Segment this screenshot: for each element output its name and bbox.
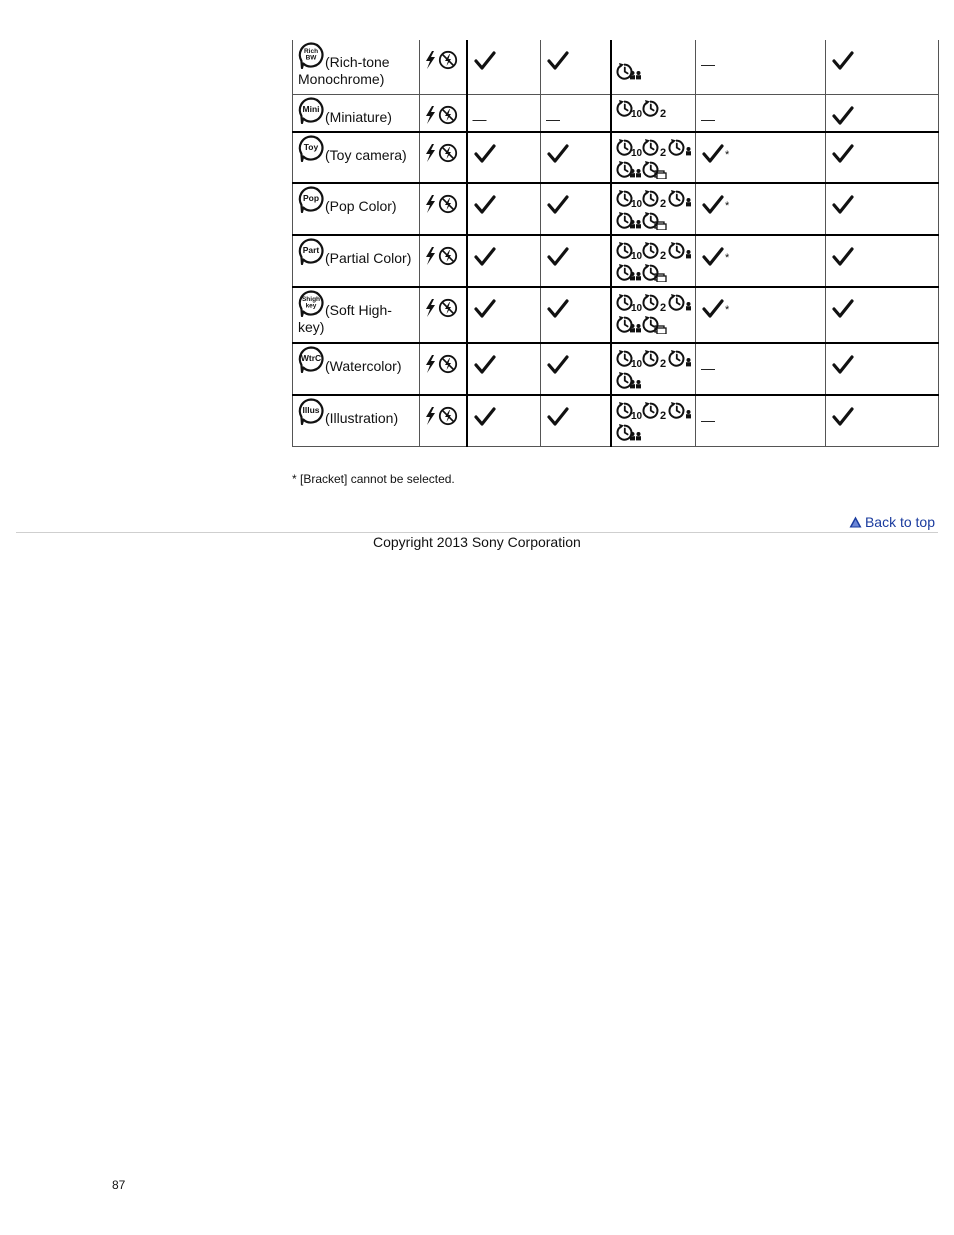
svg-text:Shigh: Shigh — [301, 296, 321, 303]
availability-cell — [826, 235, 939, 287]
svg-text:10: 10 — [630, 198, 642, 208]
availability-cell — [541, 132, 611, 183]
flash-cell — [420, 132, 467, 183]
availability-cell — [541, 343, 611, 395]
effect-name-cell — [293, 287, 420, 343]
effect-name-cell — [293, 395, 420, 446]
self-timer-portrait-1-icon — [668, 138, 694, 157]
footer-divider — [16, 532, 938, 533]
not-available-dash: — — [701, 110, 715, 127]
bracket-cell — [696, 132, 826, 183]
svg-text:Pop: Pop — [302, 193, 320, 203]
svg-text:2: 2 — [659, 249, 666, 260]
self-timer-10s-icon — [616, 189, 642, 208]
availability-cell — [467, 183, 541, 235]
effect-name-cell — [293, 132, 420, 183]
checkmark-icon — [832, 247, 854, 267]
effect-name-cell — [293, 94, 420, 132]
bracket-cell — [696, 343, 826, 395]
picture-effect-icon — [298, 398, 324, 425]
effect-name-cell — [293, 343, 420, 395]
picture-effect-icon — [298, 238, 324, 265]
checkmark-icon — [474, 195, 496, 215]
svg-text:Rich: Rich — [303, 48, 319, 55]
back-to-top-link[interactable] — [849, 514, 935, 530]
availability-cell — [826, 40, 939, 94]
checkmark-icon — [547, 247, 569, 267]
picture-effect-icon — [298, 290, 324, 317]
flash-options-icon — [424, 194, 458, 214]
flash-options-icon — [424, 406, 458, 426]
availability-cell — [541, 287, 611, 343]
checkmark-icon — [832, 299, 854, 319]
svg-text:10: 10 — [630, 147, 642, 157]
drive-mode-cell — [611, 343, 696, 395]
availability-cell — [467, 40, 541, 94]
not-available-dash: — — [701, 412, 715, 428]
effect-name: (Toy camera) — [325, 147, 407, 163]
svg-text:2: 2 — [659, 108, 666, 118]
self-timer-continuous-icon — [642, 211, 668, 230]
self-timer-continuous-icon — [642, 160, 668, 179]
table-row — [293, 235, 939, 287]
picture-effect-icon — [298, 346, 324, 373]
flash-cell — [420, 94, 467, 132]
checkmark-icon — [832, 51, 854, 71]
checkmark-icon — [547, 299, 569, 319]
checkmark-icon — [474, 247, 496, 267]
footnote-asterisk: * — [725, 200, 730, 212]
effect-name: (Miniature) — [325, 108, 392, 125]
svg-text:2: 2 — [659, 197, 666, 208]
flash-cell — [420, 343, 467, 395]
effect-name: (Rich-tone Monochrome) — [298, 54, 390, 87]
footnote-asterisk: * — [725, 149, 730, 161]
table-row — [293, 94, 939, 132]
flash-options-icon — [424, 354, 458, 374]
svg-text:2: 2 — [659, 146, 666, 157]
table-row — [293, 287, 939, 343]
self-timer-continuous-icon — [642, 315, 668, 334]
flash-options-icon — [424, 246, 458, 266]
picture-effect-icon — [298, 290, 324, 317]
availability-cell — [467, 94, 541, 132]
availability-cell — [467, 395, 541, 446]
svg-text:10: 10 — [630, 109, 642, 118]
drive-mode-cell — [611, 287, 696, 343]
checkmark-icon — [702, 299, 724, 319]
copyright: Copyright 2013 Sony Corporation — [373, 534, 581, 550]
availability-cell — [826, 183, 939, 235]
checkmark-icon — [547, 355, 569, 375]
svg-text:Toy: Toy — [303, 142, 319, 152]
footnote-asterisk: * — [725, 304, 730, 316]
drive-mode-cell — [611, 132, 696, 183]
picture-effect-icon — [298, 42, 324, 69]
checkmark-icon — [474, 299, 496, 319]
svg-text:10: 10 — [630, 358, 642, 368]
availability-cell — [541, 235, 611, 287]
self-timer-2s-icon — [642, 349, 668, 368]
svg-text:2: 2 — [659, 409, 666, 420]
flash-cell — [420, 395, 467, 446]
availability-cell — [826, 94, 939, 132]
table-row — [293, 183, 939, 235]
picture-effect-table — [292, 40, 939, 447]
availability-cell — [541, 183, 611, 235]
drive-mode-cell — [611, 395, 696, 446]
availability-cell — [541, 94, 611, 132]
self-timer-portrait-1-icon — [668, 349, 694, 368]
self-timer-2s-icon — [642, 241, 668, 260]
availability-cell — [826, 287, 939, 343]
checkmark-icon — [547, 407, 569, 427]
svg-text:2: 2 — [659, 357, 666, 368]
checkmark-icon — [832, 195, 854, 215]
checkmark-icon — [702, 247, 724, 267]
bracket-cell — [696, 287, 826, 343]
effect-name-cell — [293, 235, 420, 287]
drive-mode-cell — [611, 183, 696, 235]
availability-cell — [826, 132, 939, 183]
checkmark-icon — [474, 144, 496, 164]
checkmark-icon — [474, 355, 496, 375]
self-timer-portrait-1-icon — [668, 189, 694, 208]
self-timer-10s-icon — [616, 241, 642, 260]
checkmark-icon — [832, 144, 854, 164]
effect-name: (Watercolor) — [325, 358, 402, 374]
table-row — [293, 40, 939, 94]
effect-name-cell — [293, 183, 420, 235]
picture-effect-icon — [298, 97, 324, 124]
self-timer-portrait-2-icon — [616, 423, 642, 442]
table-row — [293, 395, 939, 446]
checkmark-icon — [832, 106, 854, 126]
bracket-cell — [696, 94, 826, 132]
availability-cell — [541, 40, 611, 94]
checkmark-icon — [474, 51, 496, 71]
svg-text:2: 2 — [659, 301, 666, 312]
svg-text:Illus: Illus — [302, 405, 320, 415]
picture-effect-icon — [298, 42, 324, 69]
flash-options-icon — [424, 298, 458, 318]
self-timer-2s-icon — [642, 293, 668, 312]
footnote-asterisk: * — [725, 252, 730, 264]
checkmark-icon — [547, 144, 569, 164]
picture-effect-icon — [298, 238, 324, 265]
availability-cell — [467, 287, 541, 343]
svg-text:BW: BW — [305, 54, 317, 62]
effect-name: (Soft High-key) — [298, 302, 392, 335]
svg-text:key: key — [305, 302, 317, 310]
self-timer-2s-icon — [642, 99, 668, 118]
self-timer-continuous-icon — [642, 263, 668, 282]
availability-cell — [467, 235, 541, 287]
flash-cell — [420, 287, 467, 343]
self-timer-portrait-2-icon — [616, 62, 642, 81]
svg-text:WtrC: WtrC — [300, 353, 322, 363]
effect-name: (Pop Color) — [325, 198, 397, 214]
bracket-cell — [696, 40, 826, 94]
checkmark-icon — [547, 195, 569, 215]
picture-effect-icon — [298, 398, 324, 425]
effect-name-cell — [293, 40, 420, 94]
picture-effect-icon — [298, 346, 324, 373]
svg-text:10: 10 — [630, 302, 642, 312]
svg-text:Mini: Mini — [302, 103, 320, 114]
table-row — [293, 343, 939, 395]
checkmark-icon — [832, 407, 854, 427]
flash-cell — [420, 40, 467, 94]
self-timer-10s-icon — [616, 99, 642, 118]
not-available-dash: — — [701, 56, 715, 72]
not-available-dash: — — [546, 110, 560, 127]
self-timer-portrait-1-icon — [668, 401, 694, 420]
bracket-cell — [696, 235, 826, 287]
picture-effect-icon — [298, 135, 324, 162]
bracket-cell — [696, 395, 826, 446]
not-available-dash: — — [472, 110, 487, 127]
page-number: 87 — [112, 1178, 126, 1192]
flash-options-icon — [424, 50, 458, 70]
self-timer-portrait-2-icon — [616, 211, 642, 230]
svg-text:10: 10 — [630, 250, 642, 260]
picture-effect-icon — [298, 135, 324, 162]
availability-cell — [541, 395, 611, 446]
svg-text:10: 10 — [630, 410, 642, 420]
availability-cell — [467, 343, 541, 395]
self-timer-10s-icon — [616, 349, 642, 368]
drive-mode-cell — [611, 40, 696, 94]
flash-cell — [420, 235, 467, 287]
checkmark-icon — [702, 195, 724, 215]
flash-options-icon — [424, 105, 458, 125]
table-row — [293, 132, 939, 183]
checkmark-icon — [547, 51, 569, 71]
self-timer-10s-icon — [616, 138, 642, 157]
self-timer-portrait-1-icon — [668, 241, 694, 260]
picture-effect-icon — [298, 97, 324, 124]
checkmark-icon — [702, 144, 724, 164]
self-timer-portrait-1-icon — [668, 293, 694, 312]
picture-effect-icon — [298, 186, 324, 213]
picture-effect-icon — [298, 186, 324, 213]
svg-text:Part: Part — [302, 245, 320, 255]
back-to-top-label[interactable]: Back to top — [864, 514, 935, 530]
triangle-up-icon — [849, 516, 862, 528]
drive-mode-cell — [611, 94, 696, 132]
self-timer-10s-icon — [616, 293, 642, 312]
availability-cell — [826, 395, 939, 446]
self-timer-portrait-2-icon — [616, 371, 642, 390]
effect-name: (Illustration) — [325, 410, 399, 426]
availability-cell — [826, 343, 939, 395]
self-timer-2s-icon — [642, 189, 668, 208]
checkmark-icon — [832, 355, 854, 375]
self-timer-portrait-2-icon — [616, 315, 642, 334]
effect-name: (Partial Color) — [325, 250, 412, 266]
flash-cell — [420, 183, 467, 235]
self-timer-portrait-2-icon — [616, 263, 642, 282]
not-available-dash: — — [701, 360, 715, 376]
drive-mode-cell — [611, 235, 696, 287]
footnote: * [Bracket] cannot be selected. — [292, 472, 455, 486]
self-timer-2s-icon — [642, 401, 668, 420]
availability-cell — [467, 132, 541, 183]
checkmark-icon — [474, 407, 496, 427]
bracket-cell — [696, 183, 826, 235]
flash-options-icon — [424, 143, 458, 163]
self-timer-2s-icon — [642, 138, 668, 157]
self-timer-10s-icon — [616, 401, 642, 420]
self-timer-portrait-2-icon — [616, 160, 642, 179]
